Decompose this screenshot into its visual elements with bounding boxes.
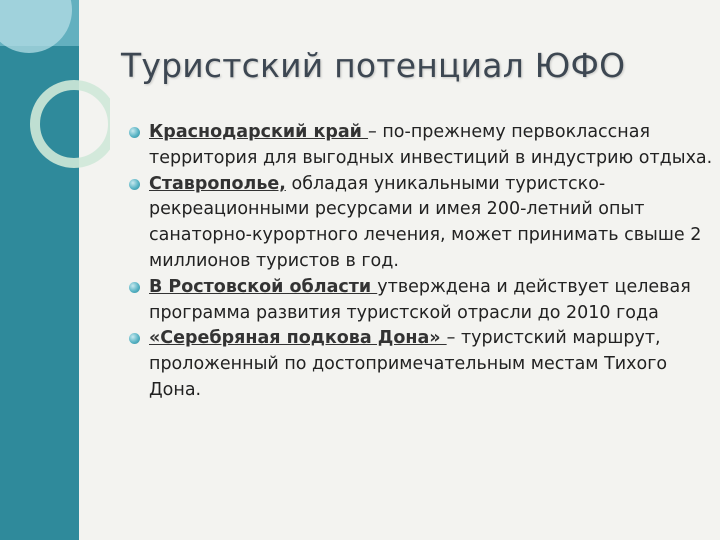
- bullet-dot-icon: [129, 282, 140, 293]
- bullet-text: утверждена и действует целевая программа развития туристской отрасли до 2010 года: [149, 276, 691, 323]
- bullet-bold-text: Ставрополье,: [149, 173, 286, 194]
- bullet-bold-text: В Ростовской области: [149, 276, 378, 297]
- bullet-item: [126, 172, 714, 275]
- bullet-text: – по-прежнему первоклассная территория для выгодных инвестиций в индустрию отдыха.: [149, 122, 713, 168]
- bullet-list: [126, 120, 714, 404]
- bullet-item: [126, 275, 714, 327]
- bullet-dot-icon: [129, 127, 140, 138]
- bullet-text: – туристский маршрут, проложенный по достопримечательным местам Тихого Дона.: [149, 328, 668, 400]
- bullet-dot-icon: [129, 333, 140, 344]
- bullet-text: обладая уникальными туристско-рекреационными ресурсами и имея 200-летний опыт санаторно-курортного лечения, может принимать свыше 2 миллионов туристов в год.: [149, 173, 702, 271]
- bullet-bold-text: Краснодарский край: [149, 122, 369, 142]
- bullet-item: [126, 120, 714, 172]
- decorative-circles: [0, 0, 110, 200]
- bullet-bold-text: «Серебряная подкова Дона»: [149, 328, 447, 349]
- bullet-item: [126, 326, 714, 403]
- slide-title: Туристский потенциал ЮФО: [121, 46, 626, 85]
- bullet-dot-icon: [129, 179, 140, 190]
